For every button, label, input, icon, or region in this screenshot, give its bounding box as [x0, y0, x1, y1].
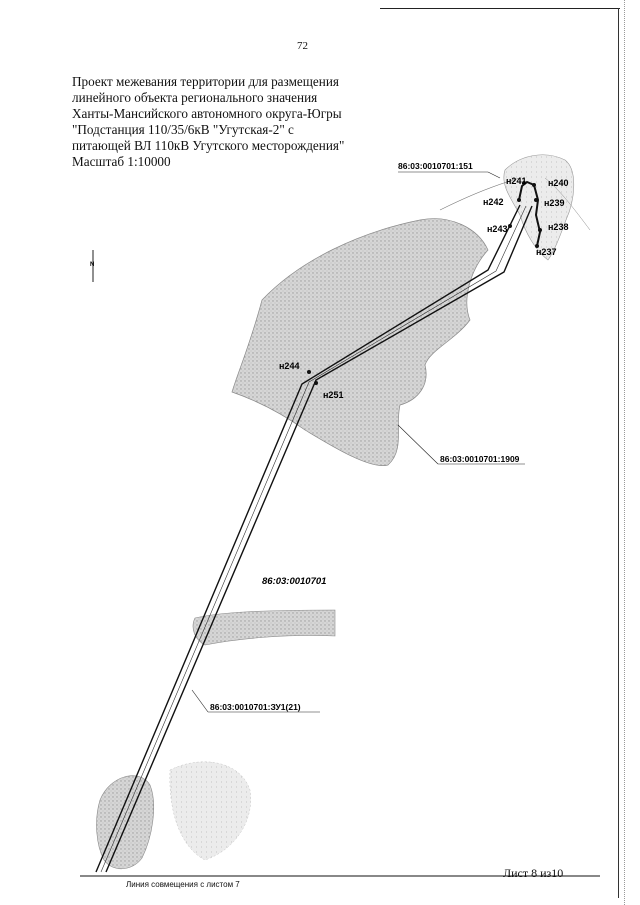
- terrain-area-main: [232, 219, 488, 466]
- leader-line-zu1: [192, 690, 208, 712]
- point-label-n242: н242: [483, 197, 504, 207]
- terrain-area-band: [193, 610, 335, 645]
- point-n251-marker: [314, 381, 318, 385]
- point-n240-marker: [532, 183, 536, 187]
- point-n242-marker: [517, 198, 521, 202]
- title-line: Ханты-Мансийского автономного округа-Югры: [72, 106, 342, 121]
- terrain-area-faint: [170, 762, 251, 860]
- title-line: питающей ВЛ 110кВ Угутского месторождения": [72, 138, 345, 153]
- point-label-n238: н238: [548, 222, 569, 232]
- scale-label: Масштаб 1:10000: [72, 154, 171, 169]
- point-n238-marker: [538, 228, 542, 232]
- parcel-label-151: 86:03:0010701:151: [398, 161, 473, 171]
- terrain-area-bottom: [97, 776, 154, 869]
- point-label-n240: н240: [548, 178, 569, 188]
- point-label-n251: н251: [323, 390, 344, 400]
- page-number: 72: [297, 40, 308, 52]
- sheet-number: Лист 8 из10: [503, 866, 564, 880]
- north-label: N: [90, 262, 95, 268]
- point-label-n237: н237: [536, 247, 557, 257]
- point-n243-marker: [508, 224, 512, 228]
- point-n239-marker: [534, 198, 538, 202]
- point-label-n241: н241: [506, 176, 527, 186]
- title-line: Проект межевания территории для размещения: [72, 74, 339, 89]
- title-line: линейного объекта регионального значения: [72, 90, 318, 105]
- point-label-n244: н244: [279, 361, 300, 371]
- match-line-label: Линия совмещения с листом 7: [126, 880, 240, 889]
- quarter-label: 86:03:0010701: [262, 576, 327, 587]
- point-label-n243: н243: [487, 224, 508, 234]
- leader-line-151-b: [488, 172, 500, 178]
- point-n244-marker: [307, 370, 311, 374]
- parcel-label-1909: 86:03:0010701:1909: [440, 454, 520, 464]
- point-label-n239: н239: [544, 198, 565, 208]
- parcel-label-zu1: 86:03:0010701:ЗУ1(21): [210, 702, 301, 712]
- leader-line-1909: [398, 425, 438, 464]
- title-line: "Подстанция 110/35/6кВ "Угутская-2" с: [72, 122, 294, 137]
